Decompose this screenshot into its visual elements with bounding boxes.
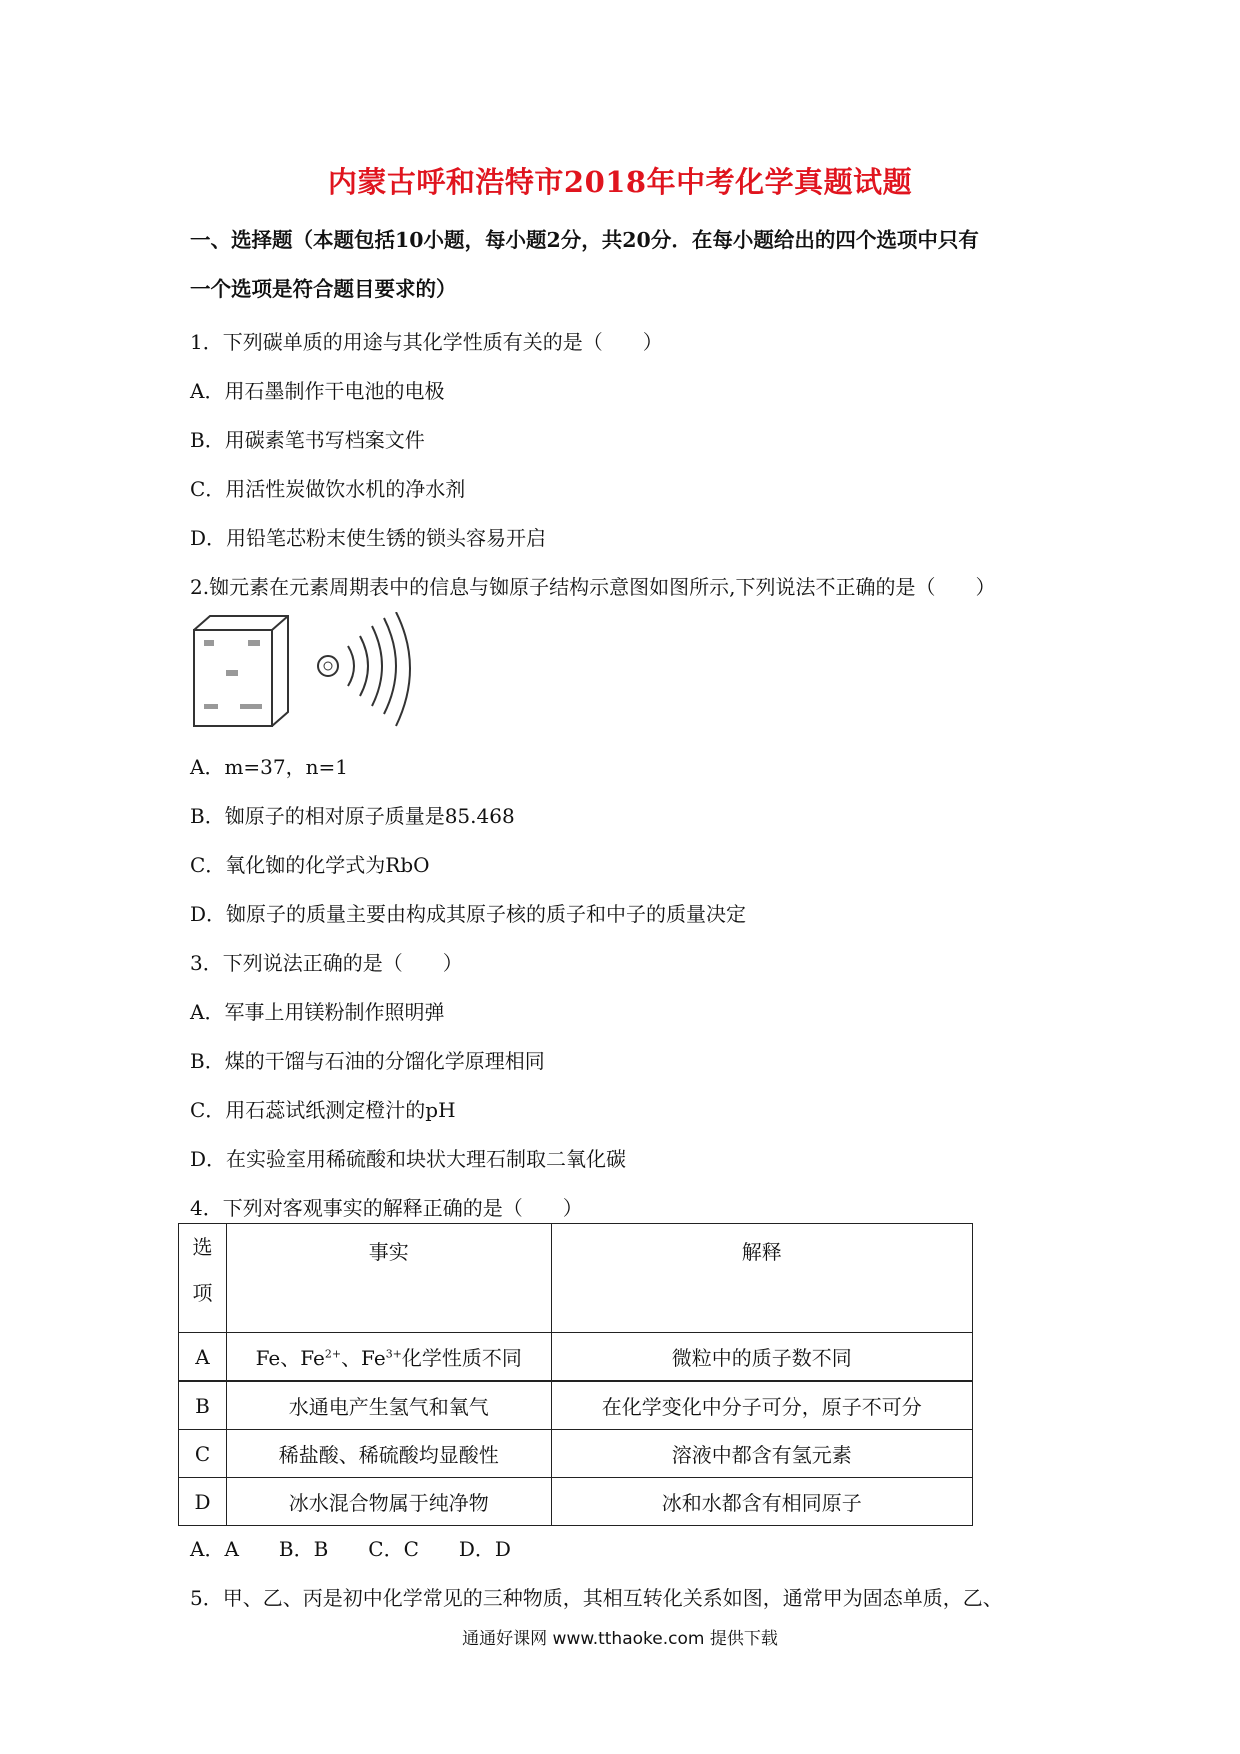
row-fact: 稀盐酸、稀硫酸均显酸性 [226,1430,551,1478]
table-row [179,1430,973,1478]
question-1-option-b: B．用碳素笔书写档案文件 [190,428,425,452]
header-explanation: 解释 [551,1224,972,1333]
header-option-char-1: 选 [192,1235,213,1259]
fact-superscript: 2+ [324,1347,342,1361]
table-row [179,1381,973,1430]
question-2-option-b: B．铷原子的相对原子质量是85.468 [190,804,515,828]
row-fact [226,1333,551,1382]
rubidium-diagram [190,612,430,737]
question-1-option-d: D．用铅笔芯粉末使生锈的锁头容易开启 [190,526,547,550]
row-fact: 冰水混合物属于纯净物 [226,1478,551,1526]
question-3-stem: 3．下列说法正确的是（ ） [190,951,463,975]
atom-structure-diagram [318,612,410,726]
question-2-option-a: A．m=37，n=1 [190,755,348,779]
page-title: 内蒙古呼和浩特市2018年中考化学真题试题 [327,165,913,199]
question-4-options: A．A B．B C．C D．D [190,1537,511,1561]
header-option [179,1224,227,1333]
row-option: D [179,1478,227,1526]
fact-text: 化学性质不同 [401,1346,522,1370]
section-header [190,216,1070,314]
question-5-stem: 5．甲、乙、丙是初中化学常见的三种物质，其相互转化关系如图，通常甲为固态单质，乙、 [190,1586,1003,1610]
page-footer: 通通好课网 www.tthaoke.com 提供下载 [462,1629,778,1649]
row-option: A [179,1333,227,1382]
question-2-option-d: D．铷原子的质量主要由构成其原子核的质子和中子的质量决定 [190,902,747,926]
rubidium-figure [190,612,430,741]
table-header-row [179,1224,973,1333]
row-explanation: 在化学变化中分子可分，原子不可分 [551,1381,972,1430]
question-2-option-c: C．氧化铷的化学式为RbO [190,853,430,877]
question-1-option-c: C．用活性炭做饮水机的净水剂 [190,477,466,501]
fact-superscript: 3+ [385,1347,402,1361]
question-3-option-b: B．煤的干馏与石油的分馏化学原理相同 [190,1049,545,1073]
periodic-table-cell [194,616,288,726]
fact-text: 、Fe [341,1346,386,1370]
table-row [179,1333,973,1382]
facts-table [178,1223,973,1526]
question-1-stem: 1．下列碳单质的用途与其化学性质有关的是（ ） [190,330,663,354]
row-fact: 水通电产生氢气和氧气 [226,1381,551,1430]
header-fact: 事实 [226,1224,551,1333]
question-3-option-a: A．军事上用镁粉制作照明弹 [190,1000,445,1024]
row-option: B [179,1381,227,1430]
section-header-line-1: 一、选择题（本题包括10小题，每小题2分，共20分．在每小题给出的四个选项中只有 [190,228,979,252]
row-explanation: 微粒中的质子数不同 [551,1333,972,1382]
row-option: C [179,1430,227,1478]
question-3-option-d: D．在实验室用稀硫酸和块状大理石制取二氧化碳 [190,1147,627,1171]
row-explanation: 溶液中都含有氢元素 [551,1430,972,1478]
fact-text: Fe、Fe [255,1346,325,1370]
row-explanation: 冰和水都含有相同原子 [551,1478,972,1526]
question-1-option-a: A．用石墨制作干电池的电极 [190,379,445,403]
section-header-line-2: 一个选项是符合题目要求的） [190,277,457,301]
header-option-char-2: 项 [192,1281,213,1305]
question-3-option-c: C．用石蕊试纸测定橙汁的pH [190,1098,456,1122]
question-2-stem: 2.铷元素在元素周期表中的信息与铷原子结构示意图如图所示,下列说法不正确的是（ ） [190,575,996,599]
table-row [179,1478,973,1526]
question-4-stem: 4．下列对客观事实的解释正确的是（ ） [190,1196,583,1220]
